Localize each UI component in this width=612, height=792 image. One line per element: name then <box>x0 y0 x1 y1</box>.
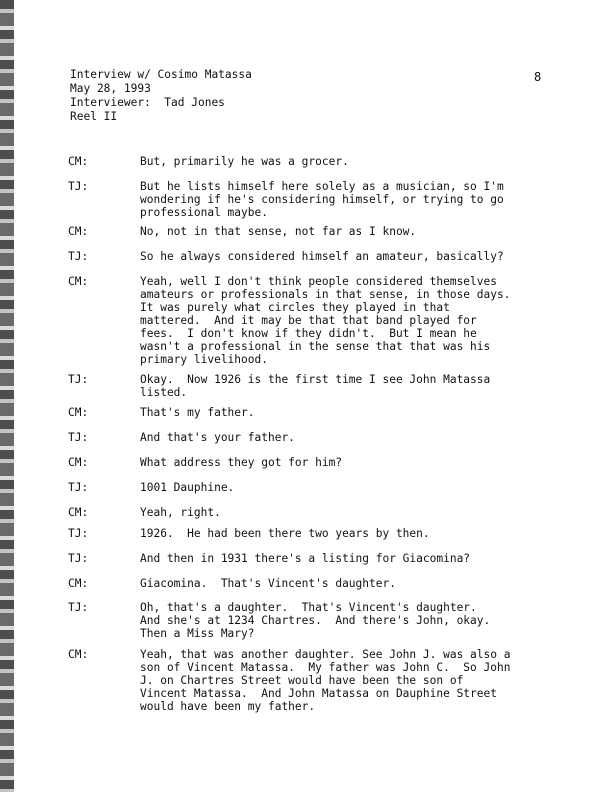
utterance-line: And that's your father. <box>140 431 295 444</box>
utterance-line: Okay. Now 1926 is the first time I see John Matassa <box>140 373 491 386</box>
utterance-line: 1001 Dauphine. <box>140 481 235 494</box>
speaker-label: CM: <box>68 275 89 288</box>
utterance-line: Vincent Matassa. And John Matassa on Dauphine Street <box>140 687 497 700</box>
utterance-line: Then a Miss Mary? <box>140 627 255 640</box>
header-interviewer: Interviewer: Tad Jones <box>70 96 225 109</box>
utterance-line: son of Vincent Matassa. My father was John C. So John <box>140 661 511 674</box>
utterance-line: No, not in that sense, not far as I know. <box>140 225 417 238</box>
utterance-line: It was purely what circles they played in that <box>140 301 450 314</box>
utterance-line: And then in 1931 there's a listing for Giacomina? <box>140 552 471 565</box>
speaker-label: CM: <box>68 577 89 590</box>
utterance-text <box>140 431 560 444</box>
utterance-line: What address they got for him? <box>140 456 343 469</box>
utterance-line: So he always considered himself an amateur, basically? <box>140 250 504 263</box>
document-header <box>70 68 252 124</box>
speaker-label: TJ: <box>68 431 89 444</box>
utterance-line: But he lists himself here solely as a musician, so I'm <box>140 180 504 193</box>
header-title: Interview w/ Cosimo Matassa <box>70 68 252 81</box>
utterance-text <box>140 250 560 263</box>
speaker-label: CM: <box>68 506 89 519</box>
utterance-text <box>140 275 560 366</box>
utterance-line: Yeah, that was another daughter. See John J. was also a <box>140 648 511 661</box>
utterance-line: Yeah, right. <box>140 506 221 519</box>
utterance-text <box>140 155 560 168</box>
utterance-text <box>140 456 560 469</box>
utterance-line: And she's at 1234 Chartres. And there's John, okay. <box>140 614 491 627</box>
utterance-text <box>140 373 560 399</box>
speaker-label: TJ: <box>68 552 89 565</box>
utterance-line: fees. I don't know if they didn't. But I mean he <box>140 327 477 340</box>
utterance-line: professional maybe. <box>140 206 268 219</box>
speaker-label: CM: <box>68 406 89 419</box>
utterance-line: Yeah, well I don't think people considered themselves <box>140 275 497 288</box>
utterance-line: mattered. And it may be that that band played for <box>140 314 477 327</box>
utterance-line: That's my father. <box>140 406 255 419</box>
utterance-line: But, primarily he was a grocer. <box>140 155 349 168</box>
speaker-label: CM: <box>68 456 89 469</box>
utterance-line: wasn't a professional in the sense that that was his <box>140 340 491 353</box>
utterance-text <box>140 577 560 590</box>
utterance-text <box>140 406 560 419</box>
speaker-label: TJ: <box>68 373 89 386</box>
speaker-label: CM: <box>68 155 89 168</box>
page-number: 8 <box>534 70 542 84</box>
utterance-text <box>140 180 560 219</box>
utterance-text <box>140 527 560 540</box>
utterance-text <box>140 481 560 494</box>
binding-edge <box>0 0 14 792</box>
speaker-label: TJ: <box>68 601 89 614</box>
utterance-line: Oh, that's a daughter. That's Vincent's daughter. <box>140 601 477 614</box>
utterance-line: J. on Chartres Street would have been the son of <box>140 674 464 687</box>
header-date: May 28, 1993 <box>70 82 151 95</box>
speaker-label: TJ: <box>68 527 89 540</box>
speaker-label: CM: <box>68 225 89 238</box>
utterance-line: Giacomina. That's Vincent's daughter. <box>140 577 396 590</box>
speaker-label: TJ: <box>68 250 89 263</box>
speaker-label: CM: <box>68 648 89 661</box>
utterance-text <box>140 601 560 640</box>
utterance-line: listed. <box>140 386 188 399</box>
speaker-label: TJ: <box>68 180 89 193</box>
utterance-text <box>140 225 560 238</box>
header-reel: Reel II <box>70 110 118 123</box>
utterance-text <box>140 552 560 565</box>
speaker-label: TJ: <box>68 481 89 494</box>
utterance-line: primary livelihood. <box>140 353 268 366</box>
utterance-text <box>140 648 560 713</box>
utterance-line: would have been my father. <box>140 700 316 713</box>
utterance-text <box>140 506 560 519</box>
utterance-line: 1926. He had been there two years by then. <box>140 527 430 540</box>
utterance-line: amateurs or professionals in that sense, in those days. <box>140 288 511 301</box>
utterance-line: wondering if he's considering himself, or trying to go <box>140 193 504 206</box>
